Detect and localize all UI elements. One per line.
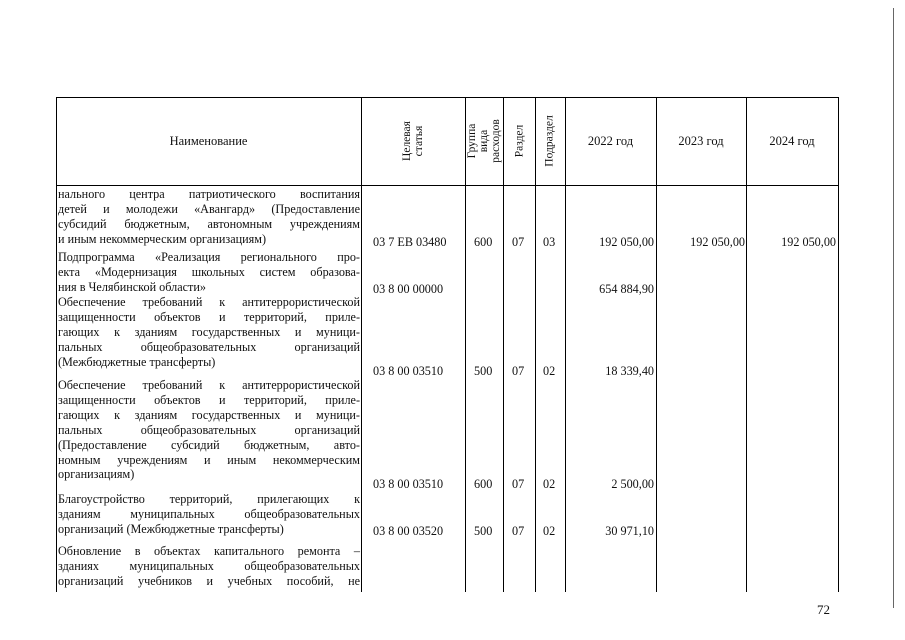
name-line: пальных общеобразовательных организаций bbox=[58, 422, 360, 437]
cell-section: 07 bbox=[512, 477, 525, 491]
cell-code: 03 8 00 03510 bbox=[373, 364, 444, 378]
cell-section: 07 bbox=[512, 524, 525, 538]
name-line: (Предоставление субсидий бюджетным, авто- bbox=[58, 437, 360, 452]
header-2024 bbox=[746, 97, 838, 185]
header-code-text: Целевая статья bbox=[401, 121, 425, 161]
cell-2022: 2 500,00 bbox=[611, 477, 654, 491]
header-2023-text: 2023 год bbox=[678, 133, 724, 148]
table-right-border bbox=[838, 97, 839, 592]
name-line: нального центра патриотического воспитания bbox=[58, 187, 360, 201]
name-line: пальных общеобразовательных организаций bbox=[58, 339, 360, 354]
header-2024-text: 2024 год bbox=[769, 133, 815, 148]
header-group bbox=[465, 97, 503, 185]
name-line: номным учреждениям и иным некоммерческим bbox=[58, 452, 360, 467]
header-section-text: Раздел bbox=[513, 124, 525, 158]
cell-section: 07 bbox=[512, 364, 525, 378]
table-row-name bbox=[58, 544, 360, 589]
header-section bbox=[503, 97, 535, 185]
cell-group: 600 bbox=[474, 477, 493, 491]
cell-code: 03 8 00 03510 bbox=[373, 477, 444, 491]
cell-subsection: 03 bbox=[543, 235, 556, 249]
name-line: зданиях муниципальных общеобразовательных bbox=[58, 558, 360, 573]
name-line: детей и молодежи «Авангард» (Предоставление bbox=[58, 201, 360, 216]
name-line: Подпрограмма «Реализация регионального про- bbox=[58, 250, 360, 264]
scan-edge-line bbox=[893, 8, 894, 608]
page-number: 72 bbox=[817, 602, 830, 617]
cell-code: 03 8 00 03520 bbox=[373, 524, 444, 538]
cell-group: 500 bbox=[474, 364, 493, 378]
cell-code: 03 8 00 00000 bbox=[373, 282, 444, 296]
table-row-name bbox=[58, 492, 360, 537]
table-row-name bbox=[58, 187, 360, 247]
cell-2023: 192 050,00 bbox=[690, 235, 745, 249]
cell-2022: 30 971,10 bbox=[605, 524, 654, 538]
header-bottom-border bbox=[56, 185, 838, 186]
name-line: гающих к зданиям государственных и муници- bbox=[58, 324, 360, 339]
header-2022-text: 2022 год bbox=[587, 133, 634, 148]
header-name-text: Наименование bbox=[169, 133, 248, 148]
name-line: организациям) bbox=[58, 467, 135, 482]
cell-subsection: 02 bbox=[543, 524, 556, 538]
name-line: защищенности объектов и территорий, приле- bbox=[58, 309, 360, 324]
name-line: субсидий бюджетным, автономным учреждениям bbox=[58, 216, 360, 231]
name-line: ния в Челябинской области» bbox=[58, 279, 206, 294]
cell-code: 03 7 ЕВ 03480 bbox=[373, 235, 447, 249]
cell-2024: 192 050,00 bbox=[781, 235, 836, 249]
name-line: екта «Модернизация школьных систем образова- bbox=[58, 264, 360, 279]
name-line: зданиям муниципальных общеобразовательных bbox=[58, 506, 360, 521]
table-row-name bbox=[58, 295, 360, 370]
name-line: организаций учебников и учебных пособий, не bbox=[58, 573, 360, 588]
name-line: Обеспечение требований к антитеррористической bbox=[58, 378, 360, 392]
cell-2022: 18 339,40 bbox=[605, 364, 654, 378]
cell-subsection: 02 bbox=[543, 364, 556, 378]
cell-2022: 192 050,00 bbox=[599, 235, 654, 249]
header-name bbox=[56, 97, 361, 185]
name-line: гающих к зданиям государственных и муници- bbox=[58, 407, 360, 422]
header-code bbox=[361, 97, 465, 185]
cell-group: 600 bbox=[474, 235, 493, 249]
name-line: Обновление в объектах капитального ремонта – bbox=[58, 544, 360, 558]
cell-subsection: 02 bbox=[543, 477, 556, 491]
header-2022 bbox=[565, 97, 656, 185]
table-row-name bbox=[58, 250, 360, 295]
cell-group: 500 bbox=[474, 524, 493, 538]
header-subsection-text: Подраздел bbox=[544, 115, 556, 167]
name-line: Обеспечение требований к антитеррористической bbox=[58, 295, 360, 309]
name-line: защищенности объектов и территорий, приле- bbox=[58, 392, 360, 407]
cell-section: 07 bbox=[512, 235, 525, 249]
name-line: (Межбюджетные трансферты) bbox=[58, 354, 216, 369]
table-row-name bbox=[58, 378, 360, 482]
header-subsection bbox=[535, 97, 565, 185]
header-group-text: Группа вида расходов bbox=[466, 119, 502, 163]
name-line: Благоустройство территорий, прилегающих к bbox=[58, 492, 360, 506]
header-2023 bbox=[656, 97, 746, 185]
name-line: и иным некоммерческим организациям) bbox=[58, 231, 267, 246]
name-line: организаций (Межбюджетные трансферты) bbox=[58, 521, 284, 536]
cell-2022: 654 884,90 bbox=[599, 282, 654, 296]
